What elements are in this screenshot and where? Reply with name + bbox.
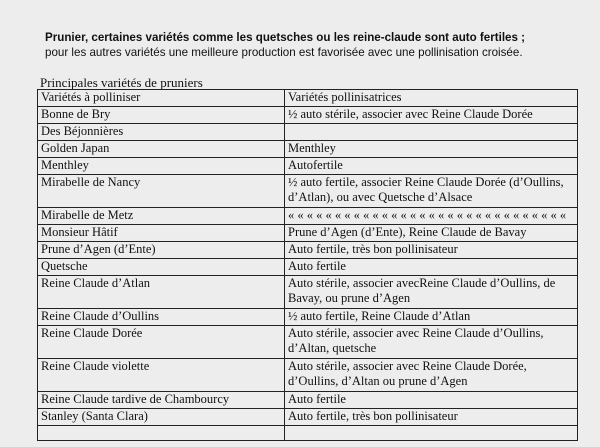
pollinators-cell: Menthley (285, 141, 578, 158)
table-header-row (38, 90, 578, 107)
table-row (38, 392, 578, 409)
pollinators-cell: « « « « « « « « « « « « « « « « « « « « « « « « « « « « « « (285, 208, 578, 225)
table-row (38, 276, 578, 309)
table-row (38, 359, 578, 392)
variety-cell: Menthley (38, 158, 285, 175)
table-row (38, 309, 578, 326)
pollinators-cell: Auto stérile, associer avec Reine Claude Dorée, d’Oullins, d’Altan ou prune d’Agen (285, 359, 578, 392)
table-row (38, 242, 578, 259)
variety-cell: Stanley (Santa Clara) (38, 409, 285, 426)
pollinators-cell: Auto fertile (285, 259, 578, 276)
table-row (38, 158, 578, 175)
table-row (38, 107, 578, 124)
column-header-pollinators: Variétés pollinisatrices (285, 90, 578, 107)
pollinators-cell (285, 426, 578, 441)
pollinators-cell: Auto stérile, associer avec Reine Claude d’Oullins, d’Altan, quetsche (285, 326, 578, 359)
table-row (38, 326, 578, 359)
pollinators-cell: Auto fertile, très bon pollinisateur (285, 409, 578, 426)
plum-varieties-table (37, 89, 578, 441)
table-row (38, 225, 578, 242)
pollinators-cell: ½ auto fertile, associer Reine Claude Dorée (d’Oullins, d’Atlan), ou avec Quetsche d’Alsace (285, 175, 578, 208)
pollinators-cell: Autofertile (285, 158, 578, 175)
table-row (38, 175, 578, 208)
variety-cell: Mirabelle de Metz (38, 208, 285, 225)
pollinators-cell: Auto stérile, associer avecReine Claude d’Oullins, de Bavay, ou prune d’Agen (285, 276, 578, 309)
variety-cell: Quetsche (38, 259, 285, 276)
intro-text (45, 30, 585, 60)
column-header-variety: Variétés à polliniser (38, 90, 285, 107)
variety-cell: Reine Claude d’Oullins (38, 309, 285, 326)
pollinators-cell: ½ auto stérile, associer avec Reine Claude Dorée (285, 107, 578, 124)
variety-cell: Bonne de Bry (38, 107, 285, 124)
variety-cell: Reine Claude Dorée (38, 326, 285, 359)
variety-cell: Mirabelle de Nancy (38, 175, 285, 208)
pollinators-cell: Auto fertile, très bon pollinisateur (285, 242, 578, 259)
variety-cell: Monsieur Hâtif (38, 225, 285, 242)
table-row (38, 141, 578, 158)
table-row-empty (38, 426, 578, 441)
table-row (38, 409, 578, 426)
table-caption: Principales variétés de pruniers (40, 75, 203, 90)
intro-line-2: pour les autres variétés une meilleure production est favorisée avec une pollinisation croisée. (45, 46, 523, 59)
variety-cell: Reine Claude d’Atlan (38, 276, 285, 309)
pollinators-cell: ½ auto fertile, Reine Claude d’Atlan (285, 309, 578, 326)
table-row (38, 259, 578, 276)
variety-cell: Prune d’Agen (d’Ente) (38, 242, 285, 259)
table-row (38, 208, 578, 225)
variety-cell: Des Béjonnières (38, 124, 285, 141)
table-row (38, 124, 578, 141)
variety-cell: Golden Japan (38, 141, 285, 158)
pollinators-cell: Prune d’Agen (d’Ente), Reine Claude de Bavay (285, 225, 578, 242)
pollinators-cell: Auto fertile (285, 392, 578, 409)
pollinators-cell (285, 124, 578, 141)
variety-cell: Reine Claude violette (38, 359, 285, 392)
variety-cell: Reine Claude tardive de Chambourcy (38, 392, 285, 409)
intro-line-1: Prunier, certaines variétés comme les quetsches ou les reine-claude sont auto fertiles ; (45, 31, 526, 44)
variety-cell (38, 426, 285, 441)
